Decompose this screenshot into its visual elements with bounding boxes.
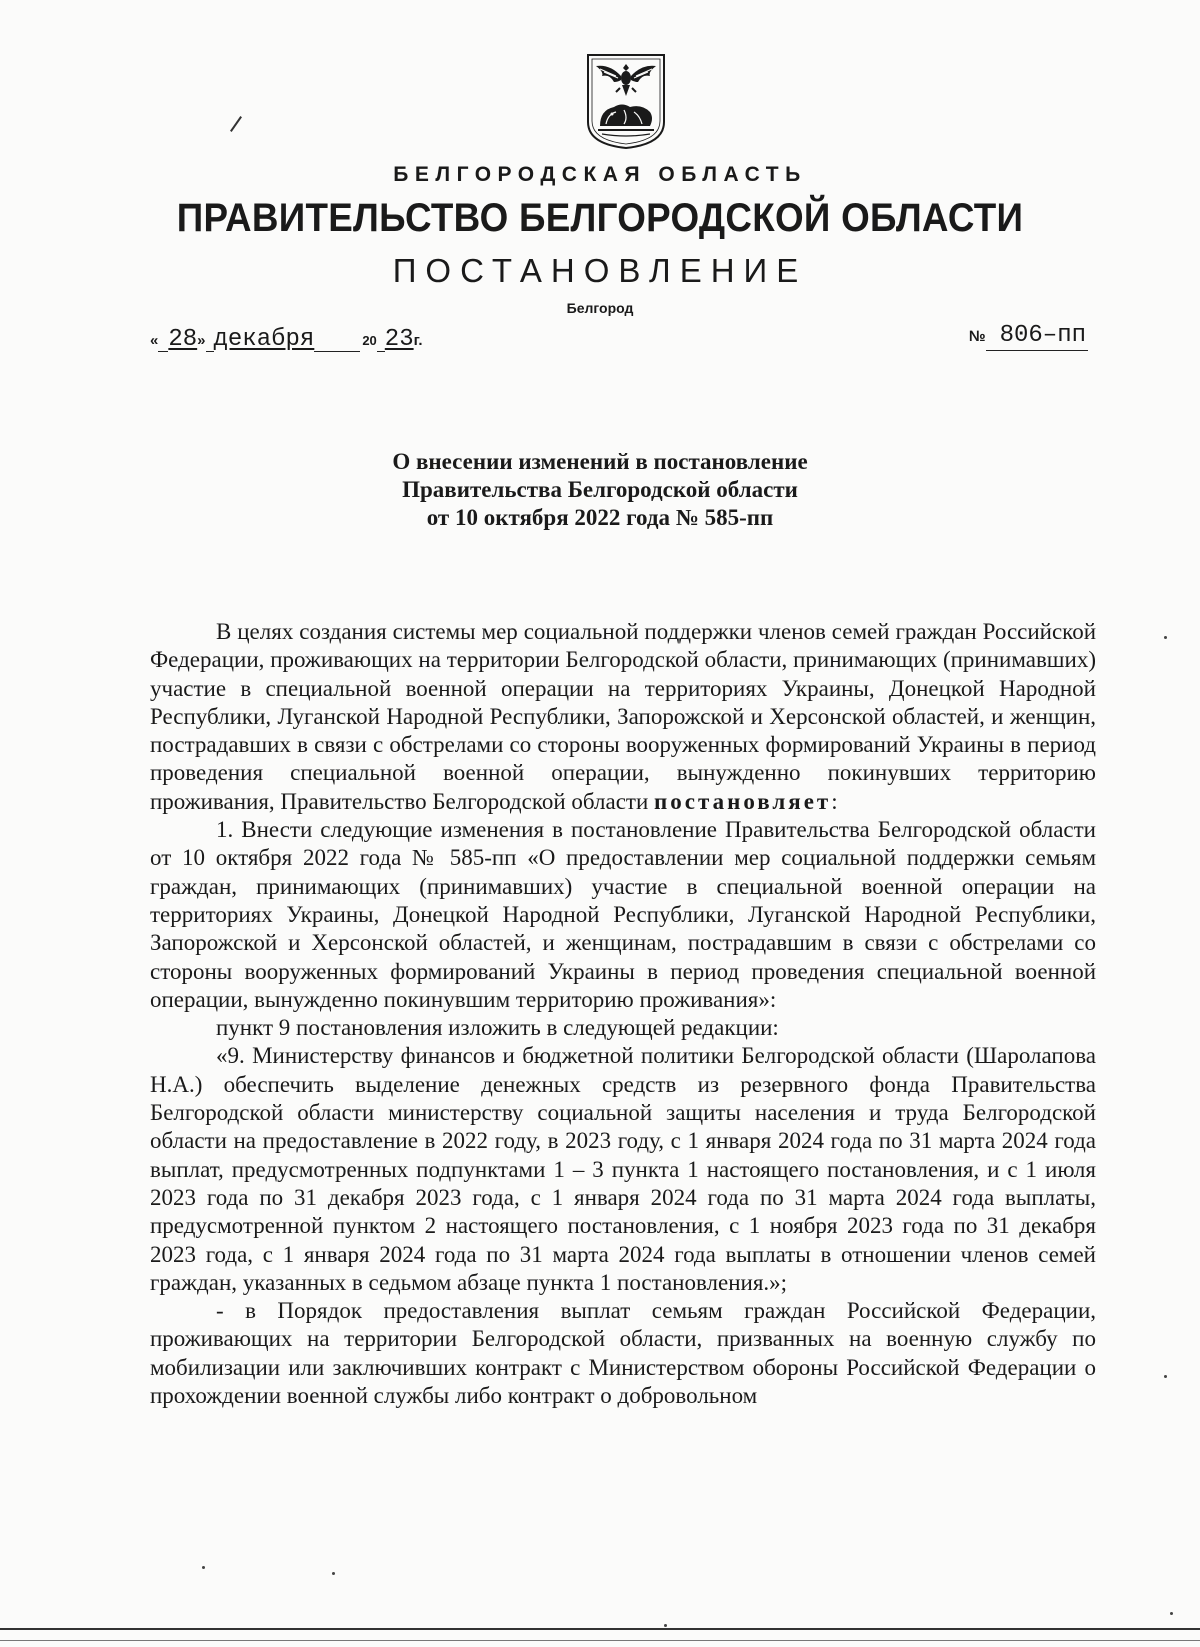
- document-type: ПОСТАНОВЛЕНИЕ: [392, 252, 808, 289]
- paragraph-item-9-intro: пункт 9 постановления изложить в следующей редакции:: [216, 1015, 779, 1041]
- scan-speck: [664, 1624, 667, 1627]
- date-year-suffix: г.: [413, 332, 423, 349]
- paragraph-order: - в Порядок предоставления выплат семьям граждан Российской Федерации, проживающих на территории Белгородской области, призванных на военную службу по мобилизации или заключивших контракт с Министерством обороны Российской Федерации о прохождении военной службы либо контракт о добровольном: [150, 1298, 1096, 1409]
- date-day: 28: [168, 326, 198, 353]
- paragraph-item-9: «9. Министерству финансов и бюджетной политики Белгородской области (Шаролапова Н.А.) обеспечить выделение денежных средств из резервного фонда Правительства Белгородской области министерству социальной защиты населения и труда Белгородской области на предоставление в 2022 году, в 2023 году, с 1 января 2024 года по 31 марта 2024 года выплат, предусмотренных подпунктами 1 – 3 пункта 1 настоящего постановления, и с 1 июля 2023 года по 31 декабря 2023 года, с 1 января 2024 года по 31 марта 2024 года выплаты, предусмотренной пунктом 2 настоящего постановления, с 1 ноября 2023 года по 31 декабря 2023 года, с 1 января 2024 года по 31 марта 2024 года выплаты в отношении членов семей граждан, указанных в седьмом абзаце пункта 1 постановления.»;: [150, 1043, 1096, 1295]
- date-year: 23: [384, 326, 414, 353]
- title-line-3: от 10 октября 2022 года № 585-пп: [426, 505, 774, 530]
- government-name: ПРАВИТЕЛЬСТВО БЕЛГОРОДСКОЙ ОБЛАСТИ: [176, 196, 1024, 240]
- title-line-2: Правительства Белгородской области: [402, 477, 798, 502]
- region-name: БЕЛГОРОДСКАЯ ОБЛАСТЬ: [393, 163, 807, 186]
- date-month: декабря: [213, 326, 315, 353]
- preamble-colon: :: [831, 788, 838, 814]
- decree-body: [150, 618, 1096, 1410]
- number-value: 806–пп: [986, 322, 1088, 351]
- scan-speck: [332, 1572, 335, 1575]
- decree-date: [150, 326, 423, 353]
- date-quote-open: «: [150, 332, 159, 349]
- scan-speck: [202, 1566, 205, 1569]
- paragraph-item-1: 1. Внести следующие изменения в постановление Правительства Белгородской области от 10 октября 2022 года № 585-пп «О предоставлении мер социальной поддержки семьям граждан, принимающих (принимавших) участие в специальной военной операции на территориях Украины, Донецкой Народной Республики, Луганской Народной Республики, Запорожской и Херсонской областей, и женщинам, пострадавшим в связи с обстрелами со стороны вооруженных формирований Украины в период проведения специальной военной операции, вынужденно покинувшим территорию проживания»:: [150, 817, 1096, 1012]
- city-name: Белгород: [566, 300, 634, 316]
- scan-speck: [1170, 1612, 1173, 1615]
- bottom-rule-2: [0, 1640, 1200, 1641]
- date-century: 20: [362, 333, 377, 348]
- preamble-resolves: постановляет: [654, 788, 832, 814]
- paragraph-preamble: [150, 618, 1096, 816]
- decree-number: [969, 322, 1088, 349]
- scan-speck: [1164, 1375, 1167, 1378]
- date-quote-close: »: [197, 332, 206, 349]
- preamble-text: В целях создания системы мер социальной поддержки членов семей граждан Российской Федерации, проживающих на территории Белгородской области, принимающих (принимавших) участие в специальной военной операции на территориях Украины, Донецкой Народной Республики, Луганской Народной Республики, Запорожской и Херсонской областей, и женщин, пострадавших в связи с обстрелами со стороны вооруженных формирований Украины в период проведения специальной военной операции, вынужденно покинувших территорию проживания, Правительство Белгородской области: [150, 619, 1096, 814]
- decree-title: [0, 448, 1200, 532]
- title-line-1: О внесении изменений в постановление: [392, 449, 808, 474]
- number-label: №: [968, 328, 986, 345]
- pen-mark: [230, 116, 242, 132]
- scan-speck: [1164, 636, 1167, 639]
- bottom-rule: [0, 1628, 1200, 1630]
- coat-of-arms-icon: [584, 52, 668, 150]
